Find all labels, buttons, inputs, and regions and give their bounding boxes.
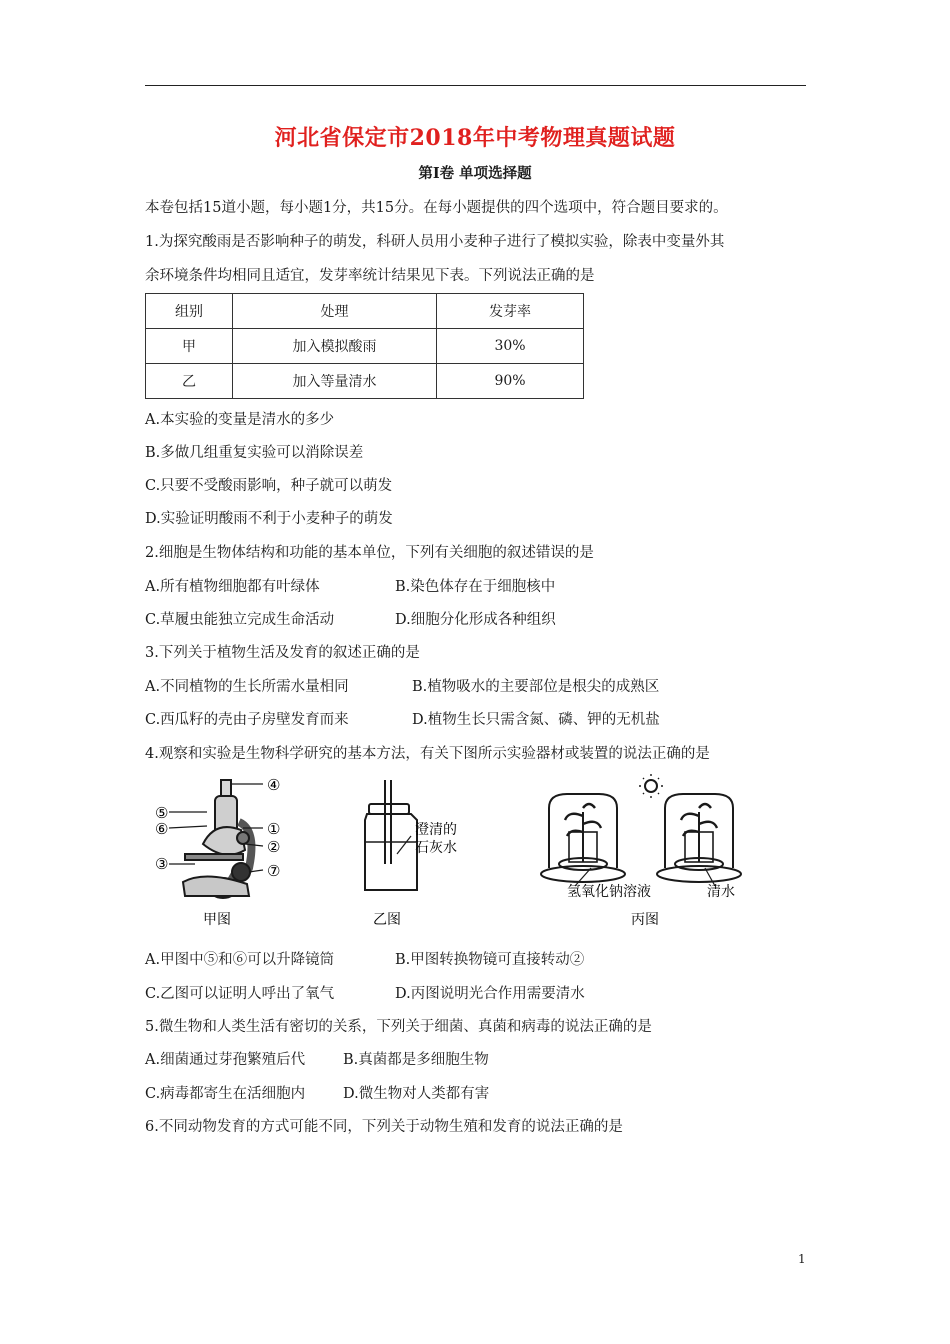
q1-stem-line1: 1.为探究酸雨是否影响种子的萌发，科研人员用小麦种子进行了模拟实验，除表中变量外其: [145, 234, 725, 250]
q6-stem: 6.不同动物发育的方式可能不同，下列关于动物生殖和发育的说法正确的是: [145, 1119, 623, 1135]
q4-option-a: A.甲图中⑤和⑥可以升降镜筒: [145, 952, 335, 968]
q2-option-b: B.染色体存在于细胞核中: [395, 579, 556, 595]
q4-option-d: D.丙图说明光合作用需要清水: [395, 986, 585, 1002]
figure-caption: 甲图: [203, 912, 231, 928]
q5-stem: 5.微生物和人类生活有密切的关系，下列关于细菌、真菌和病毒的说法正确的是: [145, 1019, 652, 1035]
table-header-row: [146, 294, 584, 329]
table-header-cell: 处理: [233, 294, 437, 329]
q2-option-d: D.细胞分化形成各种组织: [395, 612, 556, 628]
q3-option-b: B.植物吸水的主要部位是根尖的成熟区: [412, 679, 660, 695]
microscope-label: ②: [267, 838, 281, 856]
q3-option-d: D.植物生长只需含氮、磷、钾的无机盐: [412, 712, 660, 728]
microscope-label: ①: [267, 820, 281, 838]
jar-label: 澄清的: [415, 822, 457, 838]
table-header-cell: 组别: [146, 294, 233, 329]
document-title: 河北省保定市2018年中考物理真题试题: [274, 125, 676, 151]
header-rule: [145, 85, 806, 86]
q2-stem: 2.细胞是生物体结构和功能的基本单位，下列有关细胞的叙述错误的是: [145, 545, 594, 561]
q1-data-table: [145, 293, 584, 399]
q5-option-c: C.病毒都寄生在活细胞内: [145, 1086, 306, 1102]
q5-option-d: D.微生物对人类都有害: [343, 1086, 490, 1102]
table-header-cell: 发芽率: [437, 294, 584, 329]
microscope-label: ⑦: [267, 862, 281, 880]
q1-option-c: C.只要不受酸雨影响，种子就可以萌发: [145, 478, 393, 494]
microscope-label: ⑥: [155, 820, 169, 838]
intro-text: 本卷包括15道小题，每小题1分，共15分。在每小题提供的四个选项中，符合题目要求的。: [145, 200, 728, 216]
table-cell: 加入模拟酸雨: [233, 329, 437, 364]
figure-caption: 乙图: [373, 912, 401, 928]
microscope-label: ④: [267, 776, 281, 794]
section-heading: 第Ⅰ卷 单项选择题: [418, 165, 532, 182]
q2-option-c: C.草履虫能独立完成生命活动: [145, 612, 335, 628]
table-cell: 30%: [437, 329, 584, 364]
q1-option-d: D.实验证明酸雨不利于小麦种子的萌发: [145, 511, 393, 527]
q4-figure: [145, 772, 747, 932]
jar-drawing: [365, 780, 417, 890]
figure-caption: 丙图: [631, 912, 659, 928]
page-number: 1: [798, 1252, 806, 1266]
q2-option-a: A.所有植物细胞都有叶绿体: [145, 579, 320, 595]
q4-option-c: C.乙图可以证明人呼出了氧气: [145, 986, 335, 1002]
q1-stem-line2: 余环境条件均相同且适宜，发芽率统计结果见下表。下列说法正确的是: [145, 268, 595, 284]
q3-option-c: C.西瓜籽的壳由子房壁发育而来: [145, 712, 349, 728]
q5-option-a: A.细菌通过芽孢繁殖后代: [145, 1052, 306, 1068]
microscope-label: ⑤: [155, 804, 169, 822]
microscope-label: ③: [155, 855, 169, 873]
table-row: [146, 329, 584, 364]
table-cell: 甲: [146, 329, 233, 364]
q5-option-b: B.真菌都是多细胞生物: [343, 1052, 489, 1068]
bell-label-right: 清水: [707, 884, 735, 900]
q4-option-b: B.甲图转换物镜可直接转动②: [395, 952, 585, 968]
table-cell: 乙: [146, 364, 233, 399]
q1-option-b: B.多做几组重复实验可以消除误差: [145, 445, 364, 461]
jar-label: 石灰水: [415, 840, 457, 856]
table-row: [146, 364, 584, 399]
bell-label-left: 氢氧化钠溶液: [567, 884, 651, 900]
microscope-drawing: [169, 780, 263, 898]
bell-jars-drawing: [541, 774, 741, 886]
q1-option-a: A.本实验的变量是清水的多少: [145, 412, 335, 428]
table-cell: 加入等量清水: [233, 364, 437, 399]
table-cell: 90%: [437, 364, 584, 399]
q3-option-a: A.不同植物的生长所需水量相同: [145, 679, 349, 695]
q3-stem: 3.下列关于植物生活及发育的叙述正确的是: [145, 645, 420, 661]
q4-stem: 4.观察和实验是生物科学研究的基本方法，有关下图所示实验器材或装置的说法正确的是: [145, 746, 710, 762]
